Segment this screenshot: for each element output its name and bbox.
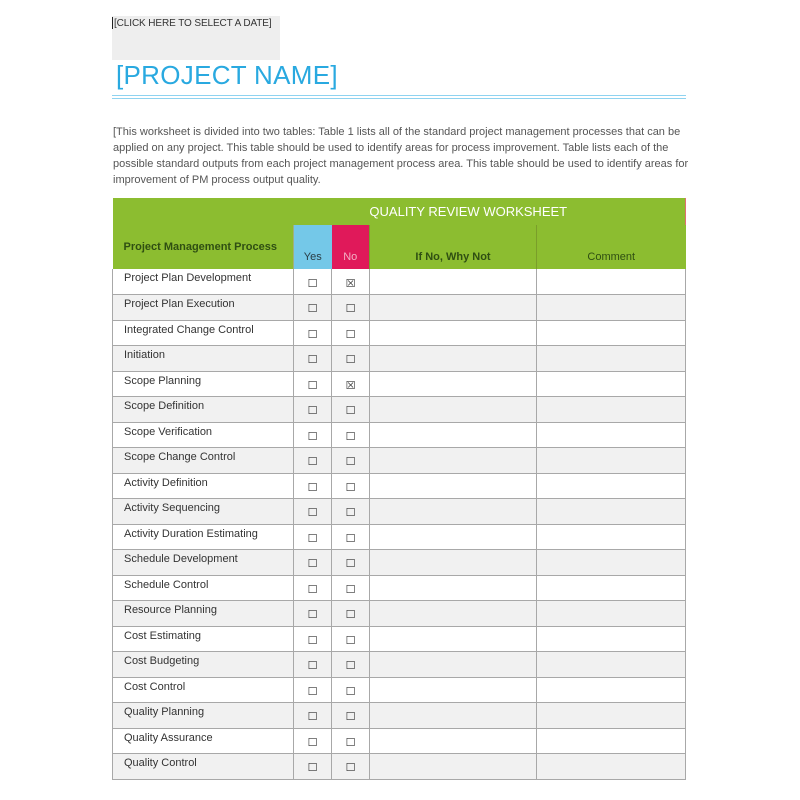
no-checkbox[interactable]: ☐ — [345, 354, 356, 367]
no-checkbox[interactable]: ☐ — [345, 762, 356, 775]
title-divider-top — [112, 95, 686, 96]
no-checkbox-cell — [332, 728, 370, 754]
yes-checkbox-cell — [294, 499, 332, 525]
yes-checkbox-cell — [294, 371, 332, 397]
comment-cell[interactable] — [537, 728, 686, 754]
no-checkbox-cell — [332, 473, 370, 499]
no-checkbox[interactable]: ☐ — [345, 328, 356, 341]
why-not-cell[interactable] — [370, 550, 537, 576]
why-not-cell[interactable] — [370, 499, 537, 525]
no-checkbox[interactable]: ☐ — [345, 660, 356, 673]
comment-cell[interactable] — [537, 269, 686, 295]
comment-cell[interactable] — [537, 652, 686, 678]
comment-cell[interactable] — [537, 499, 686, 525]
table-row — [113, 575, 686, 601]
comment-cell[interactable] — [537, 448, 686, 474]
table-row — [113, 320, 686, 346]
yes-checkbox[interactable]: ☐ — [307, 354, 318, 367]
comment-cell[interactable] — [537, 550, 686, 576]
yes-checkbox-cell — [294, 550, 332, 576]
process-name: Cost Estimating — [113, 626, 294, 652]
no-checkbox-cell — [332, 652, 370, 678]
process-name: Quality Control — [113, 754, 294, 780]
why-not-cell[interactable] — [370, 295, 537, 321]
yes-checkbox-cell — [294, 346, 332, 372]
no-checkbox[interactable]: ☐ — [345, 558, 356, 571]
table-row — [113, 397, 686, 423]
no-checkbox-cell — [332, 371, 370, 397]
comment-cell[interactable] — [537, 371, 686, 397]
no-checkbox-cell — [332, 448, 370, 474]
no-checkbox-cell — [332, 677, 370, 703]
yes-checkbox-cell — [294, 269, 332, 295]
table-row — [113, 703, 686, 729]
table-row — [113, 473, 686, 499]
yes-checkbox[interactable]: ☐ — [307, 303, 318, 316]
table-header-row — [113, 225, 686, 269]
date-picker-field[interactable]: [CLICK HERE TO SELECT A DATE] — [112, 16, 280, 60]
no-checkbox-cell — [332, 754, 370, 780]
table-row — [113, 295, 686, 321]
no-checkbox[interactable]: ☐ — [345, 634, 356, 647]
table-row — [113, 346, 686, 372]
no-checkbox-cell — [332, 601, 370, 627]
process-name: Scope Change Control — [113, 448, 294, 474]
no-checkbox[interactable]: ☐ — [345, 481, 356, 494]
yes-checkbox-cell — [294, 295, 332, 321]
process-name: Cost Control — [113, 677, 294, 703]
process-name: Project Plan Development — [113, 269, 294, 295]
no-checkbox-cell — [332, 575, 370, 601]
yes-checkbox[interactable]: ☐ — [307, 762, 318, 775]
no-checkbox[interactable]: ☒ — [345, 379, 356, 392]
yes-checkbox-cell — [294, 473, 332, 499]
quality-review-table — [112, 198, 686, 780]
header-why-not: If No, Why Not — [370, 225, 537, 269]
no-checkbox[interactable]: ☐ — [345, 711, 356, 724]
why-not-cell[interactable] — [370, 320, 537, 346]
yes-checkbox[interactable]: ☐ — [307, 328, 318, 341]
comment-cell[interactable] — [537, 626, 686, 652]
yes-checkbox[interactable]: ☐ — [307, 736, 318, 749]
no-checkbox-cell — [332, 422, 370, 448]
header-yes: Yes — [294, 225, 332, 269]
yes-checkbox-cell — [294, 754, 332, 780]
table-row — [113, 550, 686, 576]
title-divider-bottom — [112, 98, 686, 99]
yes-checkbox[interactable]: ☐ — [307, 685, 318, 698]
yes-checkbox[interactable]: ☐ — [307, 430, 318, 443]
header-comment: Comment — [537, 225, 686, 269]
process-name: Schedule Development — [113, 550, 294, 576]
no-checkbox-cell — [332, 397, 370, 423]
process-name: Quality Planning — [113, 703, 294, 729]
comment-cell[interactable] — [537, 703, 686, 729]
table-title-row — [113, 198, 686, 225]
table-body — [113, 269, 686, 779]
yes-checkbox[interactable]: ☐ — [307, 660, 318, 673]
yes-checkbox-cell — [294, 320, 332, 346]
process-name: Activity Definition — [113, 473, 294, 499]
yes-checkbox-cell — [294, 524, 332, 550]
no-checkbox-cell — [332, 524, 370, 550]
no-checkbox[interactable]: ☐ — [345, 736, 356, 749]
yes-checkbox[interactable]: ☐ — [307, 456, 318, 469]
yes-checkbox[interactable]: ☐ — [307, 481, 318, 494]
no-checkbox[interactable]: ☐ — [345, 685, 356, 698]
process-name: Schedule Control — [113, 575, 294, 601]
no-checkbox-cell — [332, 499, 370, 525]
no-checkbox[interactable]: ☐ — [345, 405, 356, 418]
why-not-cell[interactable] — [370, 422, 537, 448]
comment-cell[interactable] — [537, 473, 686, 499]
table-row — [113, 499, 686, 525]
text-cursor — [112, 17, 113, 29]
no-checkbox-cell — [332, 346, 370, 372]
no-checkbox-cell — [332, 295, 370, 321]
table-row — [113, 601, 686, 627]
no-checkbox-cell — [332, 320, 370, 346]
yes-checkbox[interactable]: ☐ — [307, 379, 318, 392]
comment-cell[interactable] — [537, 754, 686, 780]
why-not-cell[interactable] — [370, 524, 537, 550]
process-name: Initiation — [113, 346, 294, 372]
table-row — [113, 371, 686, 397]
yes-checkbox[interactable]: ☐ — [307, 507, 318, 520]
process-name: Quality Assurance — [113, 728, 294, 754]
table-row — [113, 677, 686, 703]
why-not-cell[interactable] — [370, 677, 537, 703]
why-not-cell[interactable] — [370, 626, 537, 652]
why-not-cell[interactable] — [370, 754, 537, 780]
table-row — [113, 524, 686, 550]
yes-checkbox[interactable]: ☐ — [307, 405, 318, 418]
why-not-cell[interactable] — [370, 728, 537, 754]
yes-checkbox[interactable]: ☐ — [307, 634, 318, 647]
yes-checkbox-cell — [294, 575, 332, 601]
comment-cell[interactable] — [537, 524, 686, 550]
process-name: Scope Planning — [113, 371, 294, 397]
yes-checkbox-cell — [294, 652, 332, 678]
table-title: QUALITY REVIEW WORKSHEET — [113, 198, 686, 225]
project-title[interactable]: [PROJECT NAME] — [116, 60, 338, 90]
comment-cell[interactable] — [537, 422, 686, 448]
yes-checkbox-cell — [294, 422, 332, 448]
yes-checkbox[interactable]: ☐ — [307, 711, 318, 724]
process-name: Activity Sequencing — [113, 499, 294, 525]
yes-checkbox[interactable]: ☐ — [307, 558, 318, 571]
no-checkbox[interactable]: ☐ — [345, 609, 356, 622]
why-not-cell[interactable] — [370, 269, 537, 295]
no-checkbox-cell — [332, 626, 370, 652]
table-row — [113, 269, 686, 295]
comment-cell[interactable] — [537, 320, 686, 346]
yes-checkbox-cell — [294, 448, 332, 474]
no-checkbox[interactable]: ☐ — [345, 303, 356, 316]
table-row — [113, 422, 686, 448]
why-not-cell[interactable] — [370, 703, 537, 729]
yes-checkbox-cell — [294, 626, 332, 652]
table-row — [113, 728, 686, 754]
yes-checkbox-cell — [294, 728, 332, 754]
no-checkbox-cell — [332, 703, 370, 729]
why-not-cell[interactable] — [370, 346, 537, 372]
table-row — [113, 754, 686, 780]
table-row — [113, 626, 686, 652]
yes-checkbox-cell — [294, 397, 332, 423]
process-name: Scope Verification — [113, 422, 294, 448]
no-checkbox[interactable]: ☒ — [345, 277, 356, 290]
process-name: Scope Definition — [113, 397, 294, 423]
no-checkbox-cell — [332, 550, 370, 576]
why-not-cell[interactable] — [370, 448, 537, 474]
process-name: Activity Duration Estimating — [113, 524, 294, 550]
process-name: Resource Planning — [113, 601, 294, 627]
yes-checkbox[interactable]: ☐ — [307, 583, 318, 596]
yes-checkbox[interactable]: ☐ — [307, 609, 318, 622]
why-not-cell[interactable] — [370, 652, 537, 678]
comment-cell[interactable] — [537, 575, 686, 601]
process-name: Project Plan Execution — [113, 295, 294, 321]
comment-cell[interactable] — [537, 601, 686, 627]
why-not-cell[interactable] — [370, 575, 537, 601]
why-not-cell[interactable] — [370, 371, 537, 397]
yes-checkbox[interactable]: ☐ — [307, 532, 318, 545]
no-checkbox[interactable]: ☐ — [345, 507, 356, 520]
table-row — [113, 448, 686, 474]
yes-checkbox[interactable]: ☐ — [307, 277, 318, 290]
comment-cell[interactable] — [537, 677, 686, 703]
no-checkbox[interactable]: ☐ — [345, 430, 356, 443]
process-name: Cost Budgeting — [113, 652, 294, 678]
intro-paragraph[interactable]: [This worksheet is divided into two tables: Table 1 lists all of the standard project management processes that can be applied on any project. This table should be used to identify areas for process improvement. Table lists each of the possible standard outputs from each project management process area. This table should be used to identify areas for improvement of PM process output quality. — [113, 126, 689, 186]
header-no: No — [332, 225, 370, 269]
no-checkbox[interactable]: ☐ — [345, 456, 356, 469]
yes-checkbox-cell — [294, 601, 332, 627]
comment-cell[interactable] — [537, 295, 686, 321]
why-not-cell[interactable] — [370, 601, 537, 627]
header-process: Project Management Process — [113, 225, 294, 269]
why-not-cell[interactable] — [370, 473, 537, 499]
table-row — [113, 652, 686, 678]
comment-cell[interactable] — [537, 346, 686, 372]
yes-checkbox-cell — [294, 677, 332, 703]
no-checkbox-cell — [332, 269, 370, 295]
comment-cell[interactable] — [537, 397, 686, 423]
no-checkbox[interactable]: ☐ — [345, 583, 356, 596]
why-not-cell[interactable] — [370, 397, 537, 423]
no-checkbox[interactable]: ☐ — [345, 532, 356, 545]
process-name: Integrated Change Control — [113, 320, 294, 346]
yes-checkbox-cell — [294, 703, 332, 729]
